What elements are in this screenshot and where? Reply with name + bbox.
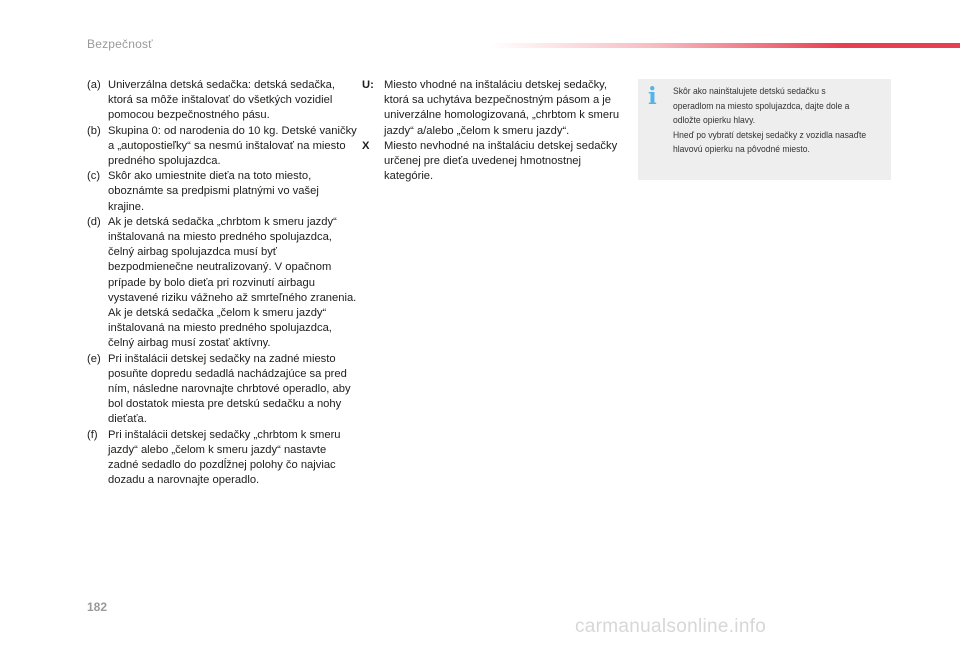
note-marker: (d) [87, 215, 101, 228]
note-marker: (f) [87, 428, 98, 441]
legend-u [362, 78, 620, 139]
legend-column [362, 78, 620, 184]
notes-column [87, 78, 357, 488]
legend-text: Miesto vhodné na inštaláciu detskej sedačky, ktorá sa uchytáva bezpečnostným pásom a je univerzálne homologizovaná, „chrbtom k smeru jazdy“ a/alebo „čelom k smeru jazdy“. [384, 79, 620, 137]
note-text-extra: Ak je detská sedačka „čelom k smeru jazdy“ inštalovaná na miesto predného spolujazdca, čelný airbag musí zostať aktívny. [108, 307, 332, 350]
note-e [87, 352, 357, 428]
note-marker: (e) [87, 352, 101, 365]
note-a [87, 78, 357, 124]
info-text [673, 84, 868, 157]
legend-symbol: U: [362, 79, 374, 91]
note-text: Ak je detská sedačka „chrbtom k smeru jazdy“ inštalovaná na miesto predného spolujazdca, čelný airbag spolujazdca musí byť bezpodmienečne neutralizovaný. V opačnom prípade by bolo dieťa pri rozvinutí airbagu vystavené riziku vážneho až smrteľného zranenia. [108, 215, 357, 304]
page-header-title: Bezpečnosť [87, 37, 153, 51]
note-marker: (a) [87, 79, 101, 91]
note-marker: (c) [87, 170, 101, 183]
info-box [638, 79, 891, 180]
header-accent-bar [490, 43, 960, 48]
legend-text: Miesto nevhodné na inštaláciu detskej sedačky určenej pre dieťa uvedenej hmotnostnej kategórie. [384, 139, 618, 183]
note-text: Skôr ako umiestnite dieťa na toto miesto, oboznámte sa predpismi platnými vo vašej krajine. [108, 170, 319, 213]
note-marker: (b) [87, 124, 101, 137]
info-paragraph: Skôr ako nainštalujete detskú sedačku s operadlom na miesto spolujazdca, dajte dole a odložte opierku hlavy. [673, 86, 850, 125]
legend-symbol: X [362, 139, 370, 152]
note-b [87, 124, 357, 170]
info-paragraph: Hneď po vybratí detskej sedačky z vozidla nasaďte hlavovú opierku na pôvodné miesto. [673, 129, 867, 154]
page-number: 182 [87, 600, 108, 614]
info-icon: i [648, 83, 657, 110]
note-d [87, 215, 357, 352]
note-text: Pri inštalácii detskej sedačky na zadné miesto posuňte dopredu sedadlá nachádzajúce sa pred ním, následne narovnajte chrbtové operadlo, aby bol dostatok miesta pre detskú sedačku a nohy dieťaťa. [108, 352, 351, 426]
note-f [87, 428, 357, 489]
note-text: Skupina 0: od narodenia do 10 kg. Detské vaničky a „autopostieľky“ sa nesmú inštalovať na miesto predného spolujazdca. [108, 124, 357, 168]
legend-x [362, 139, 620, 185]
note-c [87, 169, 357, 215]
watermark: carmanualsonline.info [575, 616, 767, 637]
note-text: Pri inštalácii detskej sedačky „chrbtom k smeru jazdy“ alebo „čelom k smeru jazdy“ nastavte zadné sedadlo do pozdĺžnej polohy čo najviac dozadu a narovnajte operadlo. [108, 428, 341, 487]
note-text: Univerzálna detská sedačka: detská sedačka, ktorá sa môže inštalovať do všetkých vozidiel pomocou bezpečnostného pásu. [108, 79, 335, 122]
